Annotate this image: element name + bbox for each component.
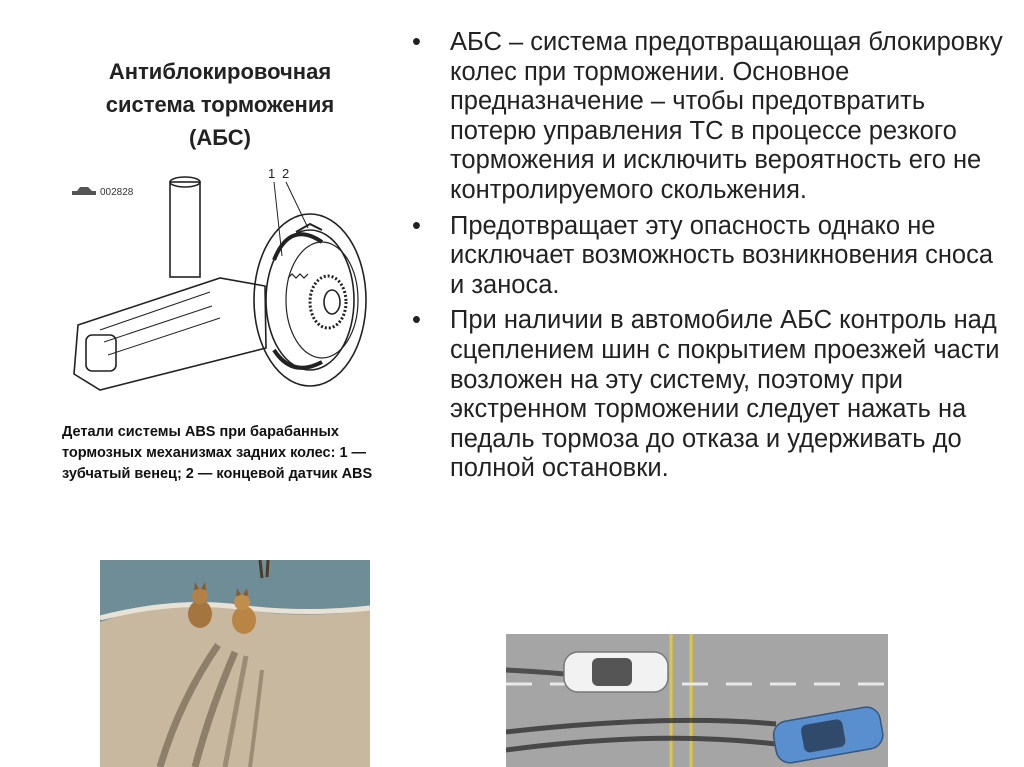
spring — [288, 274, 308, 278]
abs-drum-brake-diagram — [60, 160, 380, 400]
bullet-dot: • — [412, 211, 421, 240]
skid-marks-illustration — [506, 634, 888, 767]
shock-absorber — [170, 182, 200, 277]
bullet-text: При наличии в автомобиле АБС контроль над сцеплением шин с покрытием проезжей части возложен на эту систему, поэтому при экстренном торможении следует нажать на педаль тормоза до отказа и удерживать до полной остановки. — [450, 306, 1000, 483]
bullet-text: АБС – система предотвращающая блокировку колес при торможении. Основное предназначение – чтобы предотвратить потерю управления ТС в процессе резкого торможения и исключить вероятность его не контролируемого скольжения. — [450, 28, 1003, 204]
bullet-list — [408, 28, 1008, 490]
bullet-item — [408, 28, 1008, 206]
callout-2: 2 — [282, 166, 290, 181]
brake-drum — [254, 214, 366, 386]
beach-dogs-photo — [100, 560, 370, 767]
car-icon — [72, 187, 96, 195]
diagram-caption: Детали системы ABS при барабанных тормозных механизмах задних колес: 1 — зубчатый венец; 2 — концевой датчик ABS — [62, 424, 373, 482]
figure-code: 002828 — [100, 187, 134, 198]
bullet-item — [408, 212, 1008, 301]
bullet-dot: • — [412, 306, 421, 335]
hub — [324, 290, 340, 314]
figure-code-label — [72, 187, 134, 198]
title-line: (АБС) — [189, 125, 251, 150]
title-line: Антиблокировочная — [108, 59, 332, 84]
bullet-text: Предотвращает эту опасность однако не исключает возможность возникновения сноса и заноса. — [450, 211, 994, 299]
title-line: система торможения — [105, 92, 335, 117]
callout-1: 1 — [268, 166, 276, 181]
white-car — [564, 652, 668, 692]
axle-end — [86, 335, 116, 371]
slide-title — [40, 55, 400, 154]
bullet-dot: • — [412, 28, 421, 56]
bullet-item — [408, 306, 1008, 484]
